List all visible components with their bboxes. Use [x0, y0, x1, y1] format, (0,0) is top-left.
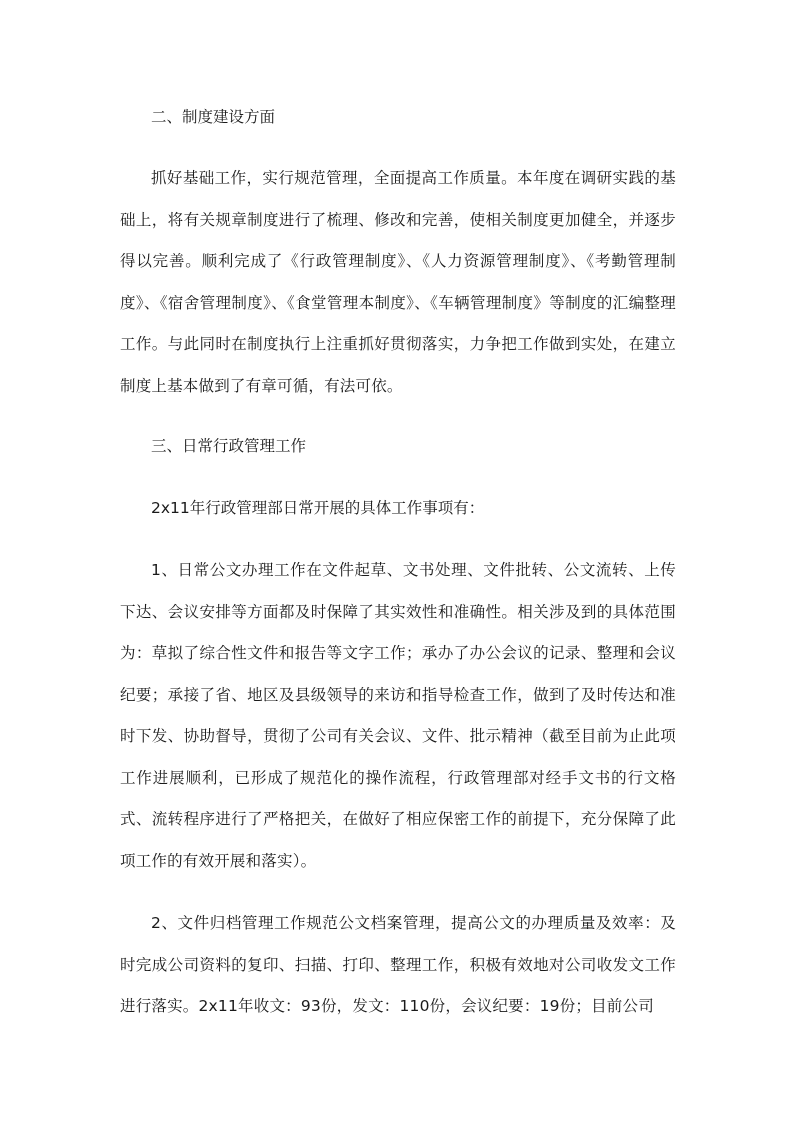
paragraph-regulations: 抓好基础工作，实行规范管理，全面提高工作质量。本年度在调研实践的基础上，将有关规章制度进行了梳理、修改和完善，使相关制度更加健全，并逐步得以完善。顺利完成了《行政管理制度》、《人力资源管理制度》、《考勤管理制度》、《宿舍管理制度》、《食堂管理本制度》、《车辆管理制度》等制度的汇编整理工作。与此同时在制度执行上注重抓好贯彻落实，力争把工作做到实处，在建立制度上基本做到了有章可循，有法可依。	[120, 169, 676, 395]
section-heading-2: 二、制度建设方面	[151, 108, 276, 126]
section-heading-3: 三、日常行政管理工作	[151, 437, 307, 455]
paragraph-item-2: 2、文件归档管理工作规范公文档案管理，提高公文的办理质量及效率：及时完成公司资料的复印、扫描、打印、整理工作，积极有效地对公司收发文工作进行落实。2x11年收文：93份，发文：110份，会议纪要：19份；目前公司	[120, 914, 676, 1015]
paragraph-intro-2x11: 2x11年行政管理部日常开展的具体工作事项有：	[151, 499, 485, 517]
paragraph-item-1: 1、日常公文办理工作在文件起草、文书处理、文件批转、公文流转、上传下达、会议安排等方面都及时保障了其实效性和准确性。相关涉及到的具体范围为：草拟了综合性文件和报告等文字工作；承办了办公会议的记录、整理和会议纪要；承接了省、地区及县级领导的来访和指导检查工作，做到了及时传达和准时下发、协助督导，贯彻了公司有关会议、文件、批示精神（截至目前为止此项工作进展顺利，已形成了规范化的操作流程，行政管理部对经手文书的行文格式、流转程序进行了严格把关，在做好了相应保密工作的前提下，充分保障了此项工作的有效开展和落实）。	[120, 561, 676, 870]
